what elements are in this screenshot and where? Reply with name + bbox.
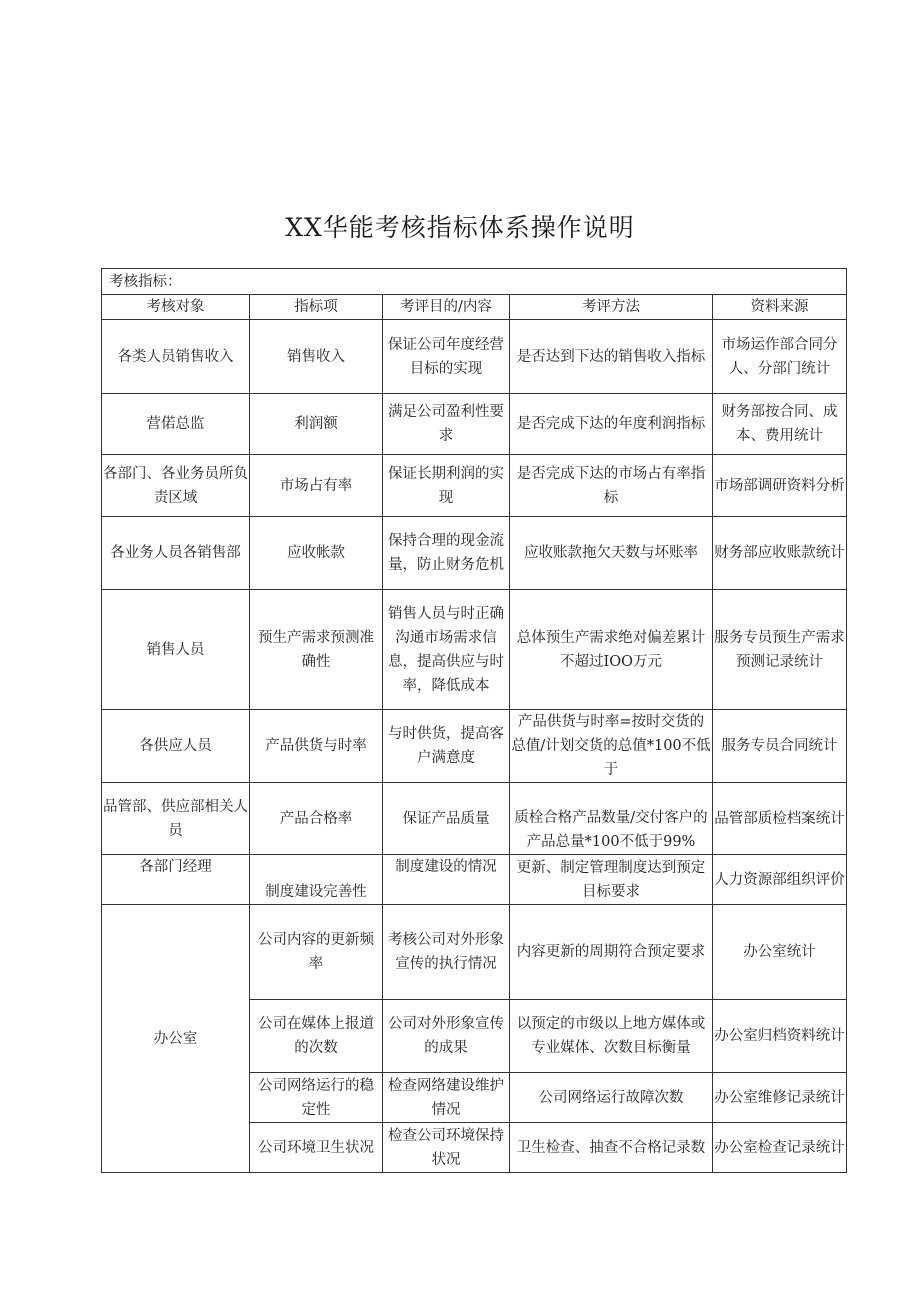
table-cell: 预生产需求预测准确性 [250,590,383,710]
table-cell: 与时供货，提高客户满意度 [383,710,510,783]
table-cell: 质栓合格产品数量/交付客户的产品总量*100不低于99% [510,783,713,855]
table-cell: 品管部质检档案统计 [713,783,847,855]
table-cell: 各类人员销售收入 [102,320,250,394]
page-title: XX华能考核指标体系操作说明 [285,213,635,242]
table-cell: 品管部、供应部相关人员 [102,783,250,855]
table-row [102,710,847,783]
table-cell: 总体预生产需求绝对偏差累计不超过IOO万元 [510,590,713,710]
table-cell: 是否达到下达的销售收入指标 [510,320,713,394]
table-cell: 办公室统计 [713,905,847,1000]
table-row [102,517,847,590]
table-row [102,590,847,710]
table-row [102,855,847,905]
table-cell: 应收账款拖欠天数与坏账率 [510,517,713,590]
table-cell: 人力资源部组织评价 [713,855,847,905]
table-cell: 公司在媒体上报道的次数 [250,1000,383,1073]
table-cell: 考核公司对外形象宣传的执行情况 [383,905,510,1000]
table-cell: 内容更新的周期符合预定要求 [510,905,713,1000]
table-row [102,455,847,517]
table-cell: 各供应人员 [102,710,250,783]
table-cell: 保证长期利润的实现 [383,455,510,517]
table-cell: 公司内容的更新频率 [250,905,383,1000]
table-cell: 各业务人员各销售部 [102,517,250,590]
table-row [102,783,847,855]
table-cell: 办公室检查记录统计 [713,1123,847,1173]
table-row [102,905,847,1000]
table-cell: 市场占有率 [250,455,383,517]
column-header: 指标项 [250,295,383,320]
table-cell: 财务部应收账款统计 [713,517,847,590]
table-caption: 考核指标： [102,269,847,295]
table-cell: 制度建设的情况 [383,855,510,905]
office-target-cell: 办公室 [102,905,250,1173]
table-cell: 公司对外形象宣传的成果 [383,1000,510,1073]
table-cell: 市场运作部合同分人、分部门统计 [713,320,847,394]
table-cell: 公司网络运行的稳定性 [250,1073,383,1123]
table-cell: 各部门经理 [102,855,250,905]
table-cell: 市场部调研资料分析 [713,455,847,517]
table-cell: 卫生检查、抽查不合格记录数 [510,1123,713,1173]
table-cell: 是否完成下达的市场占有率指标 [510,455,713,517]
table-row [102,394,847,455]
table-cell: 销售人员与时正确沟通市场需求信息，提高供应与时率，降低成本 [383,590,510,710]
table-cell: 产品供货与时率 [250,710,383,783]
column-header: 考评方法 [510,295,713,320]
table-cell: 保证产品质量 [383,783,510,855]
table-cell: 财务部按合同、成本、费用统计 [713,394,847,455]
table-cell: 公司网络运行故障次数 [510,1073,713,1123]
table-cell: 保持合理的现金流量，防止财务危机 [383,517,510,590]
column-header: 考核对象 [102,295,250,320]
table-cell: 营偌总监 [102,394,250,455]
table-cell: 应收帐款 [250,517,383,590]
indicator-table [101,268,847,1173]
table-cell: 服务专员合同统计 [713,710,847,783]
table-cell: 公司环境卫生状况 [250,1123,383,1173]
table-cell: 利润额 [250,394,383,455]
table-cell: 以预定的市级以上地方媒体或专业媒体、次数目标衡量 [510,1000,713,1073]
table-row [102,320,847,394]
table-cell: 检查公司环境保持状况 [383,1123,510,1173]
table-cell: 检查网络建设维护情况 [383,1073,510,1123]
header-row [102,295,847,320]
table-cell: 销售人员 [102,590,250,710]
table-cell: 办公室归档资料统计 [713,1000,847,1073]
column-header: 资料来源 [713,295,847,320]
column-header: 考评目的/内容 [383,295,510,320]
table-cell: 办公室维修记录统计 [713,1073,847,1123]
table-cell: 满足公司盈利性要求 [383,394,510,455]
table-cell: 服务专员预生产需求预测记录统计 [713,590,847,710]
table-cell: 保证公司年度经营目标的实现 [383,320,510,394]
table-cell: 更新、制定管理制度达到预定目标要求 [510,855,713,905]
table-cell: 产品供货与时率=按时交货的总值/计划交货的总值*100不低于 [510,710,713,783]
table-cell: 是否完成下达的年度利润指标 [510,394,713,455]
table-cell: 制度建设完善性 [250,855,383,905]
table-cell: 销售收入 [250,320,383,394]
table-cell: 各部门、各业务员所负责区域 [102,455,250,517]
table-cell: 产品合格率 [250,783,383,855]
